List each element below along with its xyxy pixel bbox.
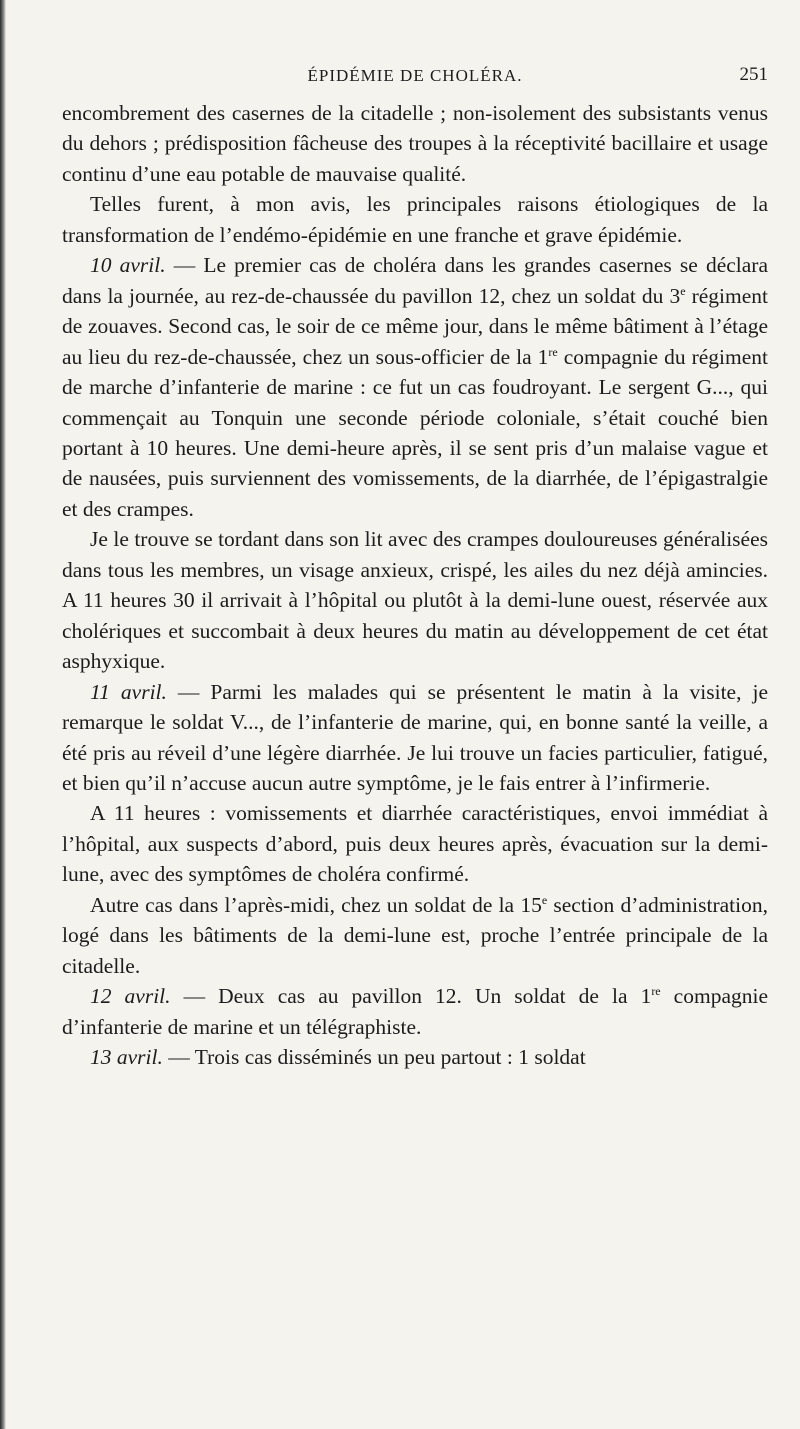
body-text (62, 98, 768, 1073)
paragraph-text: — Le premier cas de choléra dans les grandes casernes se déclara dans la journée, au rez-de-chaussée du pavillon 12, chez un soldat du 3e régiment de zouaves. Second cas, le soir de ce même jour, dans le même bâtiment à l’étage au lieu du rez-de-chaussée, chez un sous-officier de la 1re compagnie du régiment de marche d’infanterie de marine : ce fut un cas foudroyant. Le sergent G..., qui commençait au Tonquin une seconde période coloniale, s’était couché bien portant à 10 heures. Une demi-heure après, il se sent pris d’un malaise vague et de nausées, puis surviennent des vomissements, de la diarrhée, de l’épigastralgie et des crampes. (62, 253, 769, 521)
entry-date: 11 avril. (90, 679, 167, 704)
entry-date: 12 avril. (90, 984, 171, 1009)
paragraph-text: encombrement des casernes de la citadelle ; non-isolement des subsistants venus du dehors ; prédisposition fâcheuse des troupes à la réceptivité bacillaire et usage continu d’une eau potable de mauvaise qualité. (62, 101, 768, 186)
running-title: ÉPIDÉMIE DE CHOLÉRA. (307, 66, 523, 85)
paragraph-text: — Trois cas disséminés un peu partout : 1 soldat (162, 1045, 586, 1070)
paragraph (62, 677, 768, 799)
entry-date: 10 avril. (90, 253, 166, 278)
paragraph (62, 890, 768, 981)
paragraph (62, 798, 768, 889)
paragraph (62, 981, 768, 1042)
paragraph-text: — Parmi les malades qui se présentent le matin à la visite, je remarque le soldat V..., de l’infanterie de marine, qui, en bonne santé la veille, a été pris au réveil d’une légère diarrhée. Je lui trouve un facies particulier, fatigué, et bien qu’il n’accuse aucun autre symptôme, je le fais entrer à l’infirmerie. (62, 679, 768, 795)
paragraph-text: Telles furent, à mon avis, les principales raisons étiologiques de la transformation de l’endémo-épidémie en une franche et grave épidémie. (62, 192, 768, 247)
paragraph (62, 250, 768, 524)
page-number: 251 (739, 64, 768, 85)
entry-date: 13 avril. (90, 1045, 163, 1070)
paragraph (62, 189, 768, 250)
paragraph (62, 524, 768, 676)
paragraph-text: A 11 heures : vomissements et diarrhée caractéristiques, envoi immédiat à l’hôpital, aux suspects d’abord, puis deux heures après, évacuation sur la demi-lune, avec des symptômes de choléra confirmé. (62, 801, 768, 887)
paragraph (62, 98, 768, 189)
paragraph-text: Je le trouve se tordant dans son lit avec des crampes douloureuses généralisées dans tous les membres, un visage anxieux, crispé, les ailes du nez déjà amincies. A 11 heures 30 il arrivait à l’hôpital ou plutôt à la demi-lune ouest, réservée aux cholériques et succombait à deux heures du matin au développement de cet état asphyxique. (62, 527, 768, 674)
paragraph-text: — Deux cas au pavillon 12. Un soldat de la 1re compagnie d’infanterie de marine et un télégraphiste. (62, 983, 769, 1039)
paragraph (62, 1042, 768, 1072)
page-edge-shadow (0, 0, 6, 1429)
running-head (62, 60, 768, 90)
paragraph-text: Autre cas dans l’après-midi, chez un soldat de la 15e section d’administration, logé dans les bâtiments de la demi-lune est, proche l’entrée principale de la citadelle. (62, 892, 768, 978)
